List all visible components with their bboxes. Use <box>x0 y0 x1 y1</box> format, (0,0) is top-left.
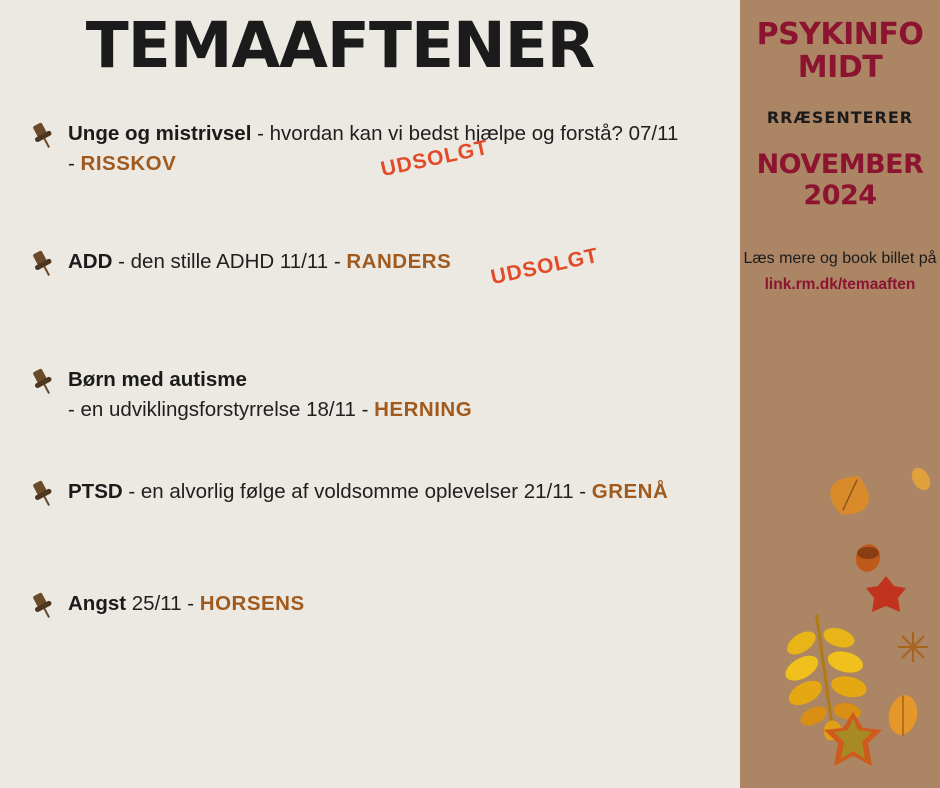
list-item <box>28 119 740 182</box>
event-title: Børn med autisme <box>68 368 247 391</box>
event-city: HERNING <box>374 397 473 421</box>
list-item <box>28 477 740 537</box>
brand-line-1: PSYKINFO <box>756 17 924 52</box>
event-title: ADD <box>68 250 113 273</box>
event-description: 25/11 - <box>126 592 200 615</box>
event-title: Unge og mistrivsel <box>68 122 252 145</box>
brand-block <box>740 0 940 84</box>
booking-text: Læs mere og book billet på <box>743 250 937 268</box>
event-text <box>68 477 668 507</box>
pushpin-icon <box>28 365 68 397</box>
leaf-icon <box>880 690 926 745</box>
booking-link[interactable]: link.rm.dk/temaaften <box>764 276 916 294</box>
list-item <box>28 243 740 307</box>
event-description: - en udviklingsforstyrrelse 18/11 - <box>68 397 375 421</box>
booking-block <box>740 247 940 296</box>
event-city: GRENÅ <box>591 480 669 503</box>
pushpin-icon <box>28 247 68 279</box>
event-list <box>0 119 740 649</box>
presents-label: RRÆSENTERER <box>766 108 914 127</box>
event-description: - hvordan kan vi bedst hjælpe og forstå? 07/11 - <box>68 122 679 175</box>
event-description: - en alvorlig følge af voldsomme oplevelser 21/11 - <box>122 480 592 503</box>
event-text <box>68 365 472 424</box>
event-city: HORSENS <box>199 592 305 615</box>
page-title: TEMAAFTENER <box>85 9 595 82</box>
pushpin-icon <box>28 119 68 151</box>
leaf-icon <box>826 472 874 523</box>
status-badge: UDSOLGT <box>378 135 491 182</box>
month-label: NOVEMBER <box>756 149 924 180</box>
event-city: RANDERS <box>346 250 452 273</box>
year-label: 2024 <box>803 180 877 212</box>
list-item <box>28 589 740 649</box>
event-city: RISSKOV <box>80 151 177 175</box>
event-text <box>68 247 451 277</box>
leaf-icon <box>908 466 934 497</box>
event-text <box>68 119 688 178</box>
event-description: - den stille ADHD 11/11 - <box>112 250 347 273</box>
pushpin-icon <box>28 477 68 509</box>
status-badge: UDSOLGT <box>488 243 601 290</box>
pushpin-icon <box>28 589 68 621</box>
list-item <box>28 365 740 425</box>
poster-sidebar <box>740 0 940 788</box>
event-text <box>68 589 305 619</box>
event-title: PTSD <box>68 480 123 503</box>
event-title: Angst <box>68 592 127 615</box>
leaf-icon <box>820 710 886 777</box>
leaf-icon <box>896 630 930 669</box>
brand-line-2: MIDT <box>797 50 883 85</box>
